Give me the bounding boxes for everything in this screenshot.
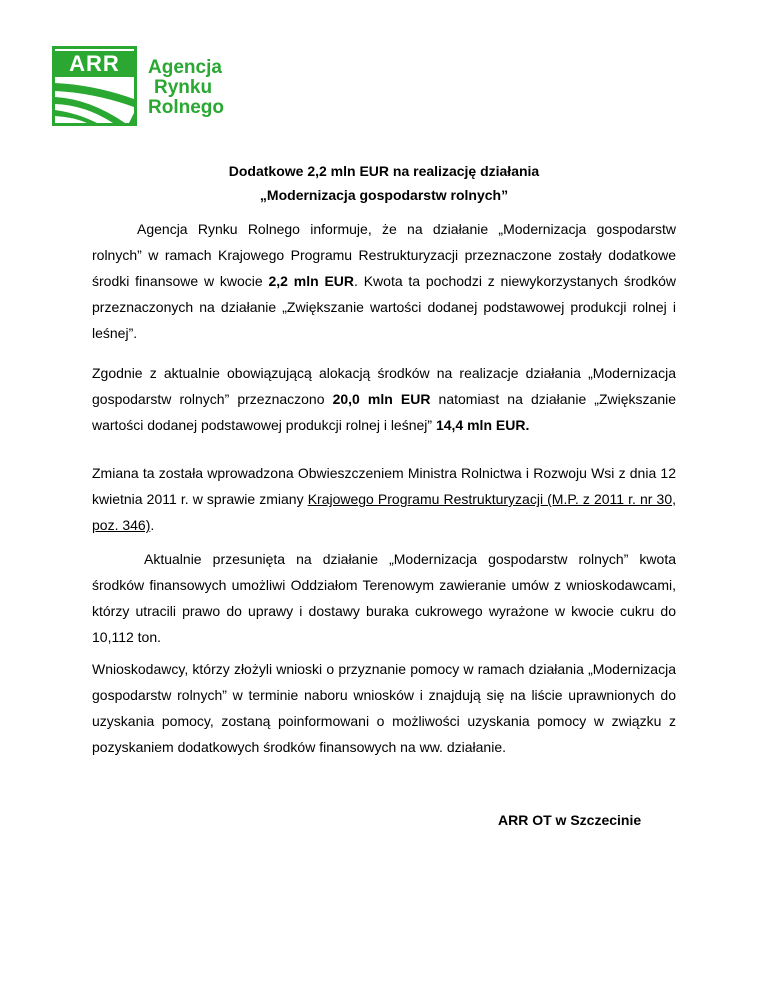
logo-wordmark	[148, 58, 224, 118]
paragraph-1-text-end: . Kwota ta pochodzi z niewykorzystanych środków przeznaczonych na działanie „Zwiększanie wartości dodanej podstawowej produkcji rolnej i leśnej”.	[92, 273, 676, 341]
regulation-link[interactable]: Krajowego Programu Restrukturyzacji (M.P. z 2011 r. nr 30, poz. 346)	[92, 491, 677, 533]
paragraph-1-text: Agencja Rynku Rolnego informuje, że na działanie „Modernizacja gospodarstw rolnych” w ramach Krajowego Programu Restrukturyzacji przeznaczone zostały dodatkowe środki finansowe w kwocie	[92, 221, 676, 289]
heading-line-2: „Modernizacja gospodarstw rolnych”	[259, 187, 509, 203]
paragraph-3	[92, 460, 676, 538]
logo-line-3: Rolnego	[148, 97, 224, 118]
paragraph-2-amount-1: 20,0 mln EUR	[332, 391, 431, 407]
heading-line-1: Dodatkowe 2,2 mln EUR na realizację działania	[228, 163, 540, 179]
field-stripes-icon	[55, 77, 134, 123]
paragraph-3-text-end: .	[150, 517, 155, 533]
paragraph-2-text: Zgodnie z aktualnie obowiązującą alokacją środków na realizacje działania „Modernizacja gospodarstw rolnych” przeznaczono	[92, 365, 676, 407]
paragraph-3-text: Zmiana ta została wprowadzona Obwieszczeniem Ministra Rolnictwa i Rozwoju Wsi z dnia 12 kwietnia 2011 r. w sprawie zmiany	[92, 465, 676, 507]
logo-line-1: Agencja	[148, 57, 222, 78]
logo-line-2: Rynku	[154, 77, 213, 98]
logo-abbr: ARR	[55, 51, 134, 77]
paragraph-2-text-mid: natomiast na działanie „Zwiększanie wartości dodanej podstawowej produkcji rolnej i leśnej”	[92, 391, 676, 433]
paragraph-4: Aktualnie przesunięta na działanie „Modernizacja gospodarstw rolnych” kwota środków finansowych umożliwi Oddziałom Terenowym zawieranie umów z wnioskodawcami, którzy utracili prawo do uprawy i dostawy buraka cukrowego wyrażone w kwocie cukru do 10,112 ton.	[92, 551, 676, 645]
signature: ARR OT w Szczecinie	[498, 812, 642, 828]
arr-logo	[52, 46, 262, 130]
logo-emblem	[52, 46, 137, 126]
paragraph-5: Wnioskodawcy, którzy złożyli wnioski o przyznanie pomocy w ramach działania „Modernizacja gospodarstw rolnych” w terminie naboru wniosków i znajdują się na liście uprawnionych do uzyskania pomocy, zostaną poinformowani o możliwości uzyskania pomocy w związku z pozyskaniem dodatkowych środków finansowych na ww. działanie.	[92, 661, 676, 755]
paragraph-1	[92, 216, 676, 346]
paragraph-1-amount: 2,2 mln EUR	[268, 273, 355, 289]
paragraph-2-amount-2: 14,4 mln EUR.	[435, 417, 530, 433]
paragraph-2	[92, 360, 676, 438]
